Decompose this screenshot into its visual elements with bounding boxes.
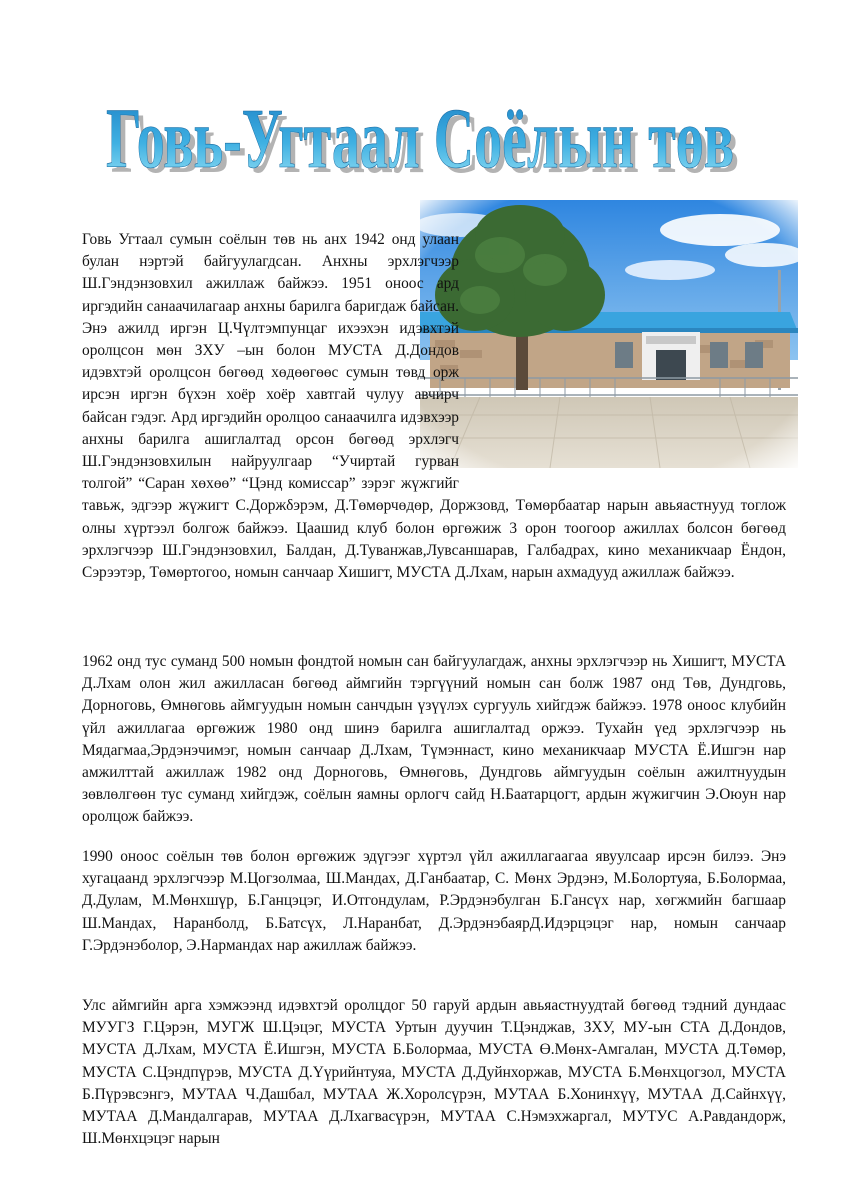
paragraph-1-block [82, 229, 786, 584]
paragraph-4: Улс аймгийн арга хэмжээнд идэвхтэй оролцдог 50 гаруй ардын авьяастнуудтай бөгөөд тэдний дундаас МУУГЗ Г.Цэрэн, МУГЖ Ш.Цэцэг, МУСТА Уртын дуучин Т.Цэнджав, ЗХУ, МУ-ын СТА Д.Дондов, МУСТА Д.Лхам, МУСТА Ё.Ишгэн, МУСТА Б.Болормаа, МУСТА Ө.Мөнх-Амгалан, МУСТА Д.Төмөр, МУСТА С.Цэндпүрэв, МУСТА Д.Үүрийнтуяа, МУСТА Д.Дуйнхоржав, МУСТА Б.Мөнхцогзол, МУСТА Б.Пүрэвсэнгэ, МУТАА Ч.Дашбал, МУТАА Ж.Хоролсүрэн, МУТАА Б.Хонинхүү, МУТАА Д.Сайнхүү, МУТАА Д.Мандалгарав, МУТАА Д.Лхагвасүрэн, МУТАА С.Нэмэхжаргал, МУТУС А.Равдандорж, Ш.Мөнхцэцэг нарын [82, 997, 786, 1148]
paragraph-3: 1990 оноос соёлын төв болон өргөжиж эдүгээг хүртэл үйл ажиллагаагаа явуулсаар ирсэн билээ. Энэ хугацаанд эрхлэгчээр М.Цогзолмаа, Ш.Мандах, Д.Ганбаатар, С. Мөнх Эрдэнэ, М.Болортуяа, Б.Болормаа, Д.Дулам, М.Мөнхшүр, Б.Ганцэцэг, И.Отгондулам, Р.Эрдэнэбулган Б.Гансүх нар, хөгжмийн багшаар Ш.Мандах, Наранболд, Б.Батсүх, Л.Наранбат, Д.ЭрдэнэбаярД.Идэрцэцэг нар, номын санчаар Г.Эрдэнэболор, Э.Нармандах нар ажиллаж байжээ. [82, 848, 786, 954]
paragraph-4-block [82, 995, 786, 1150]
page-title [96, 66, 746, 196]
title-text: Говь-Угтаал Соёлын төв [106, 90, 734, 186]
paragraph-3-block [82, 846, 786, 957]
paragraph-2: 1962 онд тус суманд 500 номын фондтой номын сан байгуулагдаж, анхны эрхлэгчээр нь Хишигт, МУСТА Д.Лхам олон жил ажилласан бөгөөд аймгийн тэргүүний номын сан болж 1987 онд Төв, Дундговь, Дорноговь, Өмнөговь аймгуудын номын санчдын үзүүлэх сургууль хийгдэж байжээ. 1978 оноос клубийн үйл ажиллагаа өргөжиж 1980 онд шинэ барилга ашиглалтад оржээ. Тухайн үед эрхлэгчээр нь Мядагмаа,Эрдэнэчимэг, номын санчаар Д.Лхам, Түмэннаст, кино механикчаар МУСТА Ё.Ишгэн нар амжилттай ажиллаж 1982 онд Дорноговь, Өмнөговь, Дундговь аймгуудын соёлын ажилтнуудын зөвлөлгөөн тус суманд хийгдэж, соёлын яамны орлогч сайд Н.Баатарцогт, ардын жүжигчин Э.Оюун нар оролцож байжээ. [82, 653, 786, 826]
paragraph-1: Говь Угтаал сумын соёлын төв нь анх 1942 онд улаан булан нэртэй байгуулагдсан. Анхны эрхлэгчээр Ш.Гэндэнзовхил ажиллаж байжээ. 1951 оноос ард иргэдийн санаачилагаар анхны барилга баригдаж байсан. Энэ ажилд иргэн Ц.Чүлтэмпунцаг ихээхэн идэвхтэй оролцсон мөн ЗХУ –ын болон МУСТА Д.Дондов идэвхтэй оролцсон бөгөөд хөдөөгөөс сумын төвд орж ирсэн иргэн бүхэн хоёр хоёр хавтгай чулуу авчирч байсан гэдэг. Ард иргэдийн оролцоо санаачилга идэвхээр анхны барилга ашиглалтад орсон бөгөөд эрхлэгч Ш.Гэндэнзовхилын найруулгаар “Учиртай гурван толгой” “Саран хөхөө” “Цэнд комиссар” зэрэг жүжгийг тавьж, эдгээр жүжигт С.Доржδэрэм, Д.Төмөрчөдөр, Доржзовд, Төмөрбаатар нарын авьяастнууд тоглож олны хүртээл болгож байжээ. Цаашид клуб болон өргөжиж 3 орон тоогоор ажиллах болсон бөгөөд эрхлэгчээр Ш.Гэндэнзовхил, Балдан, Д.Туванжав,Лувсаншарав, Галбадрах, кино механикчаар Ёндон, Сэрээтэр, Төмөртогоо, номын санчаар Хишигт, МУСТА Д.Лхам, нарын ахмадууд ажиллаж байжээ. [82, 231, 786, 582]
title-shadow-text: Говь-Угтаал Соёлын төв [111, 95, 739, 191]
title-wordart [96, 66, 746, 196]
paragraph-2-block [82, 651, 786, 829]
photo-wrap-spacer [459, 229, 786, 475]
